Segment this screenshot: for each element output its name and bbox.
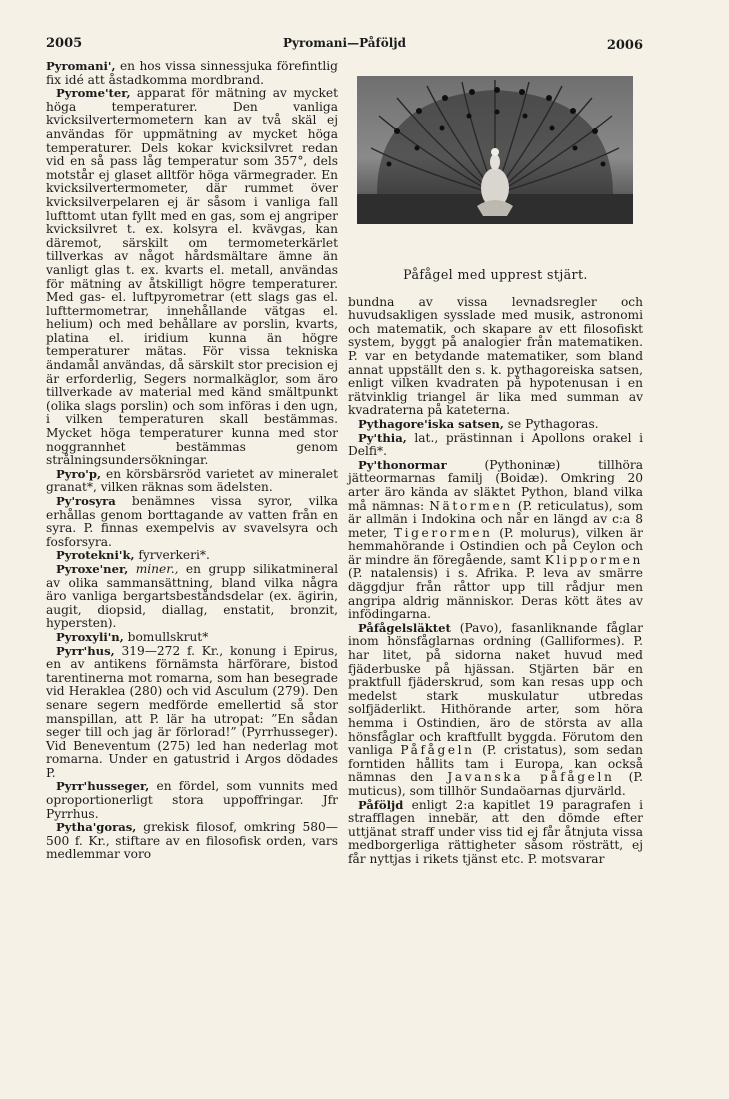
entry-paföljd [348,799,643,867]
entry-text: 319—272 f. Kr., konung i Epirus, en av antikens förnämsta härförare, bistod tarentinerna mot romarna, som han besegrade vid Heraklea (280) och vid Asculum (279). Den senare segern medförde emellertid så stor manspillan, att P. lär ha utropat: ”En sådan seger till och jag är förlorad!” (Pyrrhusseger). Vid Beneventum (275) led han nederlag mot romarna. Under en gatustrid i Argos dödades P. [46,643,338,780]
headword: Py'thonormar [358,457,447,472]
entry-text: en fördel, som vunnits med oproportionerligt stora uppoffringar. Jfr Pyrrhus. [46,779,338,821]
headword: Pyroxe'ner, [56,561,129,576]
peacock-photo [357,76,633,224]
headword: Pyrr'husseger, [56,779,150,794]
entry-pythonormar [348,459,643,622]
figure-caption: Påfågel med upprest stjärt. [403,267,588,282]
entry-abbrev: miner., [128,561,179,576]
spaced-term: Klippormen [544,552,643,567]
spaced-term: Javanska påfågeln [447,770,615,785]
entry-pyrrhus [46,645,338,781]
running-title: Pyromani—Påföljd [282,36,406,50]
headword: Pyrome'ter, [56,86,131,101]
entry-text: (P. muticus), som tillhör Sundaöarnas djurvärld. [348,770,643,798]
entry-text: en hos vissa sinnessjuka förefintlig fix idé att åstadkomma mordbrand. [46,59,338,87]
entry-pyroxylin [46,631,338,645]
entry-text: lat., prästinnan i Apollons orakel i Delfi*. [348,430,643,459]
entry-pythagoreiska-satsen [348,418,643,432]
entry-pyromani [46,60,338,87]
entry-text: en grupp silikatmineral av olika sammansättning, bland vilka några äro vanliga bergartsbeståndsdelar (ex. ägirin, augit, diopsid, diallag, enstatit, bronzit, hypersten). [46,561,338,631]
entry-pyrop [46,468,338,495]
spaced-term: Nätormen [429,498,513,513]
headword: Påföljd [358,797,404,812]
entry-text: benämnes vissa syror, vilka erhållas genom borttagande av vatten från en syra. P. finnas exempelvis av svavelsyra och fosforsyra. [46,494,338,549]
right-column [348,60,643,867]
headword: Påfågelsläktet [358,620,451,635]
entry-pythagoras [46,821,338,862]
peacock-illustration [357,76,633,224]
headword: Py'rosyra [56,494,116,508]
spaced-term: Tigerormen [393,525,493,540]
entry-pyroxener [46,563,338,631]
entry-text: (P. natalensis) i s. Afrika. P. leva av smärre däggdjur från råttor upp till rådjur men angripa aldrig människor. Deras kött ätes av infödingarna. [348,566,643,622]
headword: Pythagore'iska satsen, [358,416,504,431]
headword: Pyrotekni'k, [56,548,135,563]
entry-text: (Pythoninæ) tillhöra jätteormarnas familj (Boidæ). Omkring 20 arter äro kända av släktet Python, bland vilka må nämnas: [348,457,643,513]
entry-text: fyrverkeri*. [134,548,210,563]
headword: Pytha'goras, [56,820,137,835]
headword: Pyromani', [46,59,116,73]
spaced-term: Påfågeln [400,743,475,758]
entry-text: (P. cristatus), som sedan forntiden hållits tam i Europa, kan också nämnas den [348,743,643,785]
entry-text: enligt 2:a kapitlet 19 paragrafen i strafflagen innebär, att den dömde efter uttjänat straff under viss tid ej får åtnjuta vissa medborgerliga rättigheter såsom rösträtt, ej får nyttjas i rikets tjänst etc. P. motsvarar [348,797,643,866]
entry-text: (P. molurus), vilken är hemmahörande i Ostindien och på Ceylon och är mindre än föregående, samt [348,525,643,567]
entry-pafagelslaktet [348,622,643,799]
entry-text: grekisk filosof, omkring 580—500 f. Kr., stiftare av en filosofisk orden, vars medlemmar voro [46,820,338,862]
entry-text: se Pythagoras. [503,416,599,431]
entry-text: bomullskrut* [123,629,209,644]
headword: Pyro'p, [56,466,101,481]
left-column [46,60,338,862]
entry-pythia [348,432,643,459]
headword: Pyrr'hus, [56,643,115,658]
entry-text: en körsbärsröd varietet av mineralet granat*, vilken räknas som ädelsten. [46,466,338,495]
page-number-right: 2006 [606,38,643,53]
entry-pyrometer [46,87,338,468]
entry-pyrosyra [46,495,338,549]
entry-text: (P. reticulatus), som är allmän i Indokina och når en längd av c:a 8 meter, [348,498,643,540]
page-header [46,36,643,54]
entry-pythagoras-continued: bundna av vissa levnadsregler och huvudsakligen sysslade med musik, astronomi och matematik, och skapare av ett filosofiskt system, byggt på analogier från matematiken. P. var en betydande matematiker, som bland annat uppställt den s. k. pythagoreiska satsen, enligt vilken kvadraten på hypotenusan i en rätvinklig triangel är lika med summan av kvadraterna på kateterna. [348,294,643,418]
page-number-left: 2005 [46,36,83,51]
entry-text: (Pavo), fasanliknande fåglar inom hönsfåglarnas ordning (Galliformes). P. har litet, på sidorna naket huvud med fjäderbuske på hjässan. Stjärten bär en praktfull fjäderskrud, som kan resas upp och medelst stark muskulatur utbredas solfjäderlikt. Hithörande arter, som höra hemma i Ostindien, äro de största av alla hönsfåglar och kraftfullt byggda. Förutom den vanliga [348,620,643,758]
headword: Py'thia, [358,430,407,445]
entry-text: apparat för mätning av mycket höga temperaturer. Den vanliga kvicksilvertermometern kan av två skäl ej användas för uppmätning av mycket höga temperaturer. Dels kokar kvicksilvret redan vid en så pass låg temperatur som 357°, dels motstår ej glaset alltför höga värmegrader. En kvicksilvertermometer, där rummet över kvicksilverpelaren ej är såsom i vanliga fall lufttomt utan fyllt med en gas, som ej angriper kvicksilvret t. ex. kolsyra el. kvävgas, kan däremot, särskilt om termometerkärlet tillverkas av något hårdsmältare ämne än vanligt glas t. ex. kvarts el. metall, användas för mätning av åtskilligt högre temperaturer. Med gas- el. luftpyrometrar (ett slags gas el. lufttermometrar, innehållande vätgas el. helium) och med behållare av porslin, kvarts, platina el. iridium kunna än högre temperaturer mätas. För vissa tekniska ändamål användas, då särskilt stor precision ej är erforderlig, Segers normalkäglor, som äro tillverkade av material med känd smältpunkt (olika slags porslin) och som införas i den ugn, i vilken temperaturen skall bestämmas. Mycket höga temperaturer kunna med stor noggrannhet bestämmas genom strålningsundersökningar. [46,86,338,468]
entry-pyroteknik [46,549,338,563]
entry-pyrrhusseger [46,780,338,821]
headword: Pyroxyli'n, [56,629,124,644]
